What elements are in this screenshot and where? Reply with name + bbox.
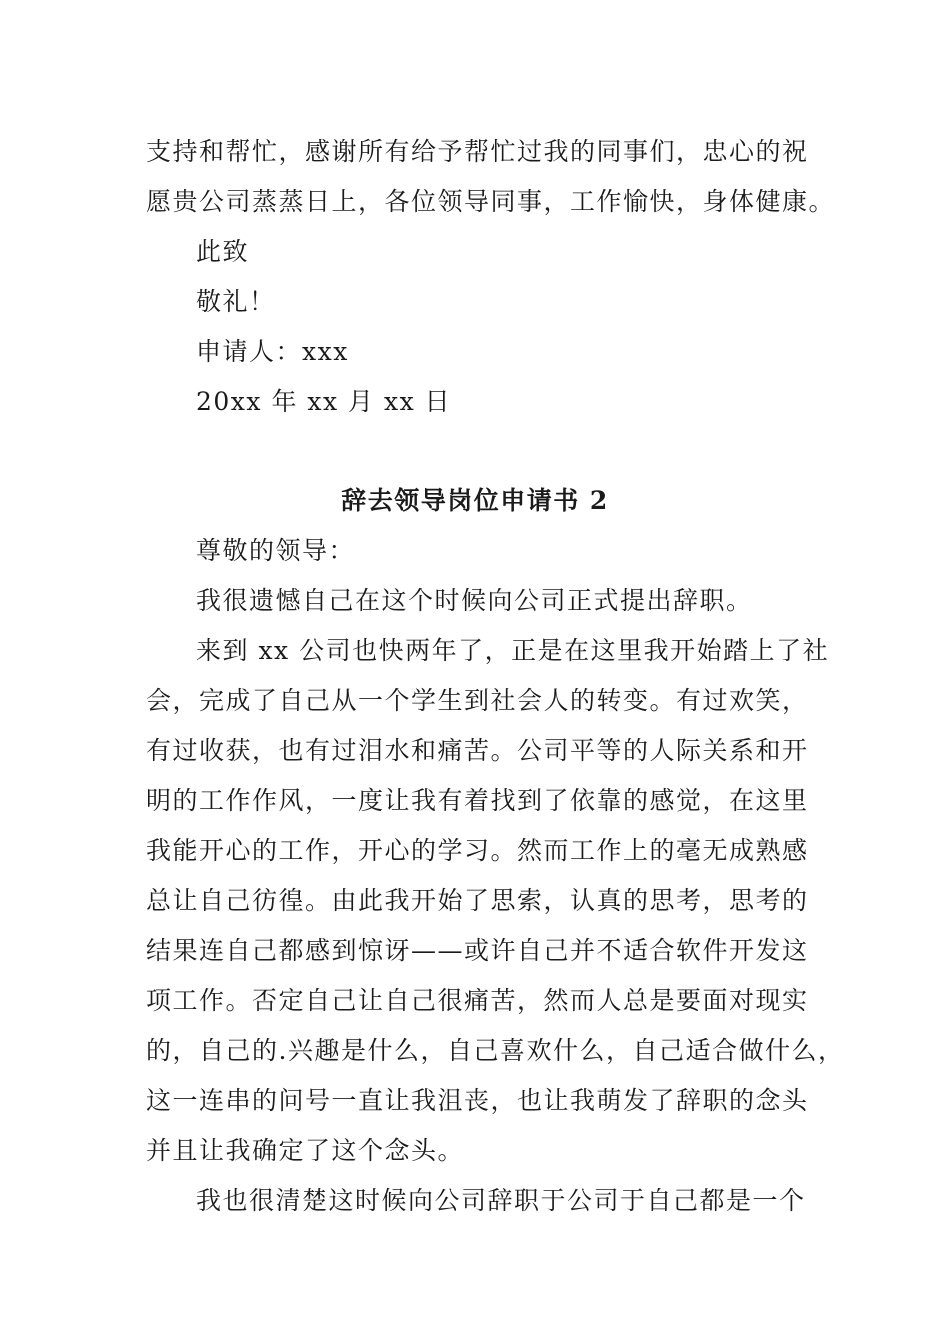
paragraph-2-line-6: 总让自己彷徨。由此我开始了思索，认真的思考，思考的	[146, 886, 809, 915]
paragraph-2-line-2: 会，完成了自己从一个学生到社会人的转变。有过欢笑，	[146, 686, 809, 715]
closing-regards: 敬礼！	[196, 287, 276, 316]
paragraph-2-line-1: 来到 xx 公司也快两年了，正是在这里我开始踏上了社	[196, 636, 830, 665]
continuation-line-1: 支持和帮忙，感谢所有给予帮忙过我的同事们，忠心的祝	[146, 137, 809, 166]
paragraph-2-line-5: 我能开心的工作，开心的学习。然而工作上的毫无成熟感	[146, 836, 809, 865]
paragraph-2-line-4: 明的工作作风，一度让我有着找到了依靠的感觉，在这里	[146, 786, 809, 815]
paragraph-2-line-3: 有过收获，也有过泪水和痛苦。公司平等的人际关系和开	[146, 736, 809, 765]
letter-greeting: 尊敬的领导：	[196, 536, 356, 565]
paragraph-3-line-1: 我也很清楚这时候向公司辞职于公司于自己都是一个	[196, 1186, 806, 1215]
paragraph-1-line-1: 我很遗憾自己在这个时候向公司正式提出辞职。	[196, 586, 753, 615]
continuation-line-2: 愿贵公司蒸蒸日上，各位领导同事，工作愉快，身体健康。	[146, 187, 836, 216]
paragraph-2-line-8: 项工作。否定自己让自己很痛苦，然而人总是要面对现实	[146, 986, 809, 1015]
section-title: 辞去领导岗位申请书 2	[341, 486, 609, 515]
paragraph-2-line-10: 这一连串的问号一直让我沮丧，也让我萌发了辞职的念头	[146, 1086, 809, 1115]
closing-salutation: 此致	[196, 237, 250, 266]
signature-date: 20xx 年 xx 月 xx 日	[196, 387, 452, 416]
paragraph-2-line-9: 的，自己的.兴趣是什么，自己喜欢什么，自己适合做什么，	[146, 1036, 845, 1065]
applicant-signature: 申请人：xxx	[196, 337, 349, 366]
paragraph-2-line-11: 并且让我确定了这个念头。	[146, 1136, 465, 1165]
paragraph-2-line-7: 结果连自己都感到惊讶——或许自己并不适合软件开发这	[146, 936, 809, 965]
